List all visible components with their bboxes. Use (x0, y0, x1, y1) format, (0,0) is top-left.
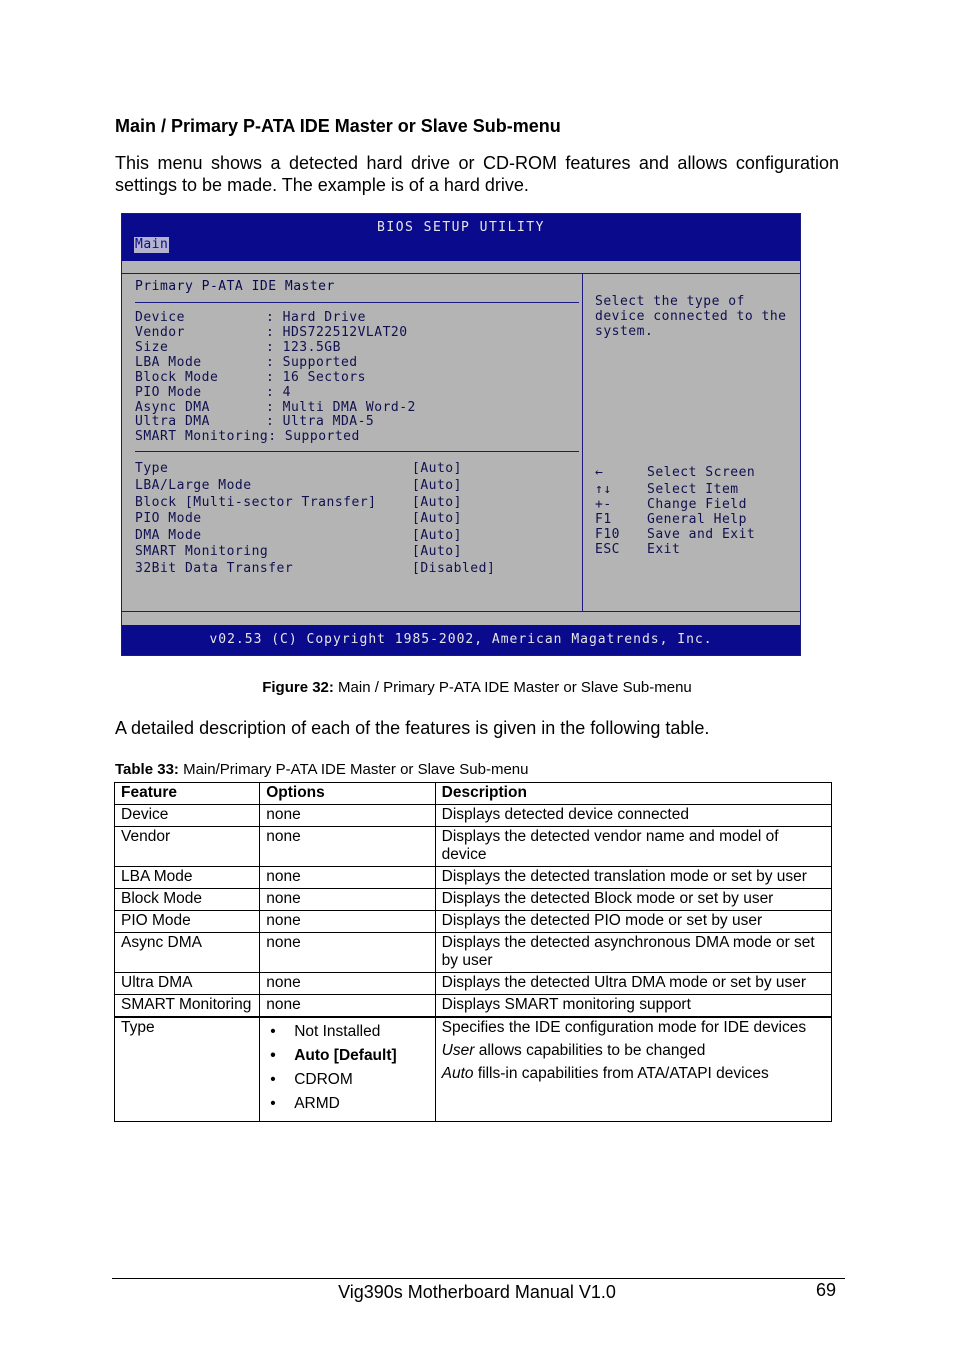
table-row (115, 805, 832, 827)
bios-info-row: Device : Hard Drive (135, 310, 366, 325)
bios-info-row: Async DMA : Multi DMA Word-2 (135, 400, 416, 415)
table-cell: Type (115, 1017, 260, 1122)
bios-key-row: ↑↓ Select Item (595, 482, 739, 497)
table-header-cell: Description (435, 783, 831, 805)
table-row (115, 973, 832, 995)
table-cell: Block Mode (115, 889, 260, 911)
table-header-cell: Feature (115, 783, 260, 805)
type-desc-line: Auto fills-in capabilities from ATA/ATAPI devices (441, 1065, 769, 1082)
table-row-type (115, 1017, 832, 1122)
bios-info-row: PIO Mode : 4 (135, 385, 291, 400)
bios-settings-panel (122, 273, 583, 611)
table-row (115, 827, 832, 867)
bios-option-block-mode[interactable]: Block [Multi-sector Transfer] [Auto] (135, 495, 462, 510)
type-options-list (266, 1023, 428, 1119)
table-cell: LBA Mode (115, 867, 260, 889)
footer-rule (112, 1278, 845, 1279)
type-desc-line: Specifies the IDE configuration mode for IDE devices (441, 1019, 807, 1036)
table-cell: Displays the detected PIO mode or set by user (435, 911, 831, 933)
table-cell: Async DMA (115, 933, 260, 973)
bios-copyright: v02.53 (C) Copyright 1985-2002, American Magatrends, Inc. (122, 625, 800, 655)
bios-info-row: LBA Mode : Supported (135, 355, 358, 370)
bios-info-row: SMART Monitoring: Supported (135, 429, 360, 444)
table-cell: none (260, 827, 435, 867)
table-row (115, 933, 832, 973)
bios-option-smart-monitoring[interactable]: SMART Monitoring [Auto] (135, 544, 462, 559)
table-cell (435, 1017, 831, 1122)
bios-info-row: Ultra DMA : Ultra MDA-5 (135, 414, 375, 429)
table-cell: Displays the detected translation mode or set by user (435, 867, 831, 889)
bios-key-row: ← Select Screen (595, 465, 756, 480)
list-item: • ARMD (266, 1095, 428, 1119)
bios-key-row: F1 General Help (595, 512, 747, 527)
footer-title: Vig390s Motherboard Manual V1.0 (338, 1282, 616, 1302)
table-header-cell: Options (260, 783, 435, 805)
bios-option-dma-mode[interactable]: DMA Mode [Auto] (135, 528, 462, 543)
page-number: 69 (816, 1280, 837, 1300)
table-row (115, 911, 832, 933)
table-intro-paragraph: A detailed description of each of the features is given in the following table. (115, 718, 710, 738)
list-item: • CDROM (266, 1071, 428, 1095)
feature-table (114, 782, 832, 1122)
intro-paragraph: This menu shows a detected hard drive or CD-ROM features and allows configuration settings to be made. The example is of a hard drive. (115, 153, 839, 195)
table-cell: Displays detected device connected (435, 805, 831, 827)
bios-key-row: ESC Exit (595, 542, 681, 557)
bios-key-row: +- Change Field (595, 497, 747, 512)
table-cell: Displays the detected asynchronous DMA mode or set by user (435, 933, 831, 973)
list-item: • Not Installed (266, 1023, 428, 1047)
table-cell: none (260, 973, 435, 995)
table-cell: Displays SMART monitoring support (435, 995, 831, 1018)
table-cell: none (260, 889, 435, 911)
bios-option-32bit-transfer[interactable]: 32Bit Data Transfer [Disabled] (135, 561, 496, 576)
bios-key-row: F10 Save and Exit (595, 527, 756, 542)
list-item: • Auto [Default] (266, 1047, 428, 1071)
table-caption: Table 33: Main/Primary P-ATA IDE Master or Slave Sub-menu (115, 761, 529, 778)
bios-divider (135, 302, 579, 303)
table-row (115, 889, 832, 911)
bios-info-row: Size : 123.5GB (135, 340, 341, 355)
table-cell: Vendor (115, 827, 260, 867)
bios-divider (122, 611, 800, 612)
table-cell (260, 1017, 435, 1122)
table-row (115, 867, 832, 889)
table-cell: none (260, 805, 435, 827)
table-cell: Displays the detected Ultra DMA mode or set by user (435, 973, 831, 995)
table-cell: Displays the detected vendor name and model of device (435, 827, 831, 867)
bios-option-type[interactable]: Type [Auto] (135, 461, 462, 476)
table-cell: none (260, 995, 435, 1018)
bios-tab-main: Main (135, 237, 169, 252)
table-header-row (115, 783, 832, 805)
table-cell: SMART Monitoring (115, 995, 260, 1018)
bios-info-row: Vendor : HDS722512VLAT20 (135, 325, 408, 340)
type-desc-line: User allows capabilities to be changed (441, 1042, 706, 1059)
bios-header (122, 214, 800, 261)
table-cell: Displays the detected Block mode or set by user (435, 889, 831, 911)
bios-info-row: Block Mode : 16 Sectors (135, 370, 366, 385)
table-row (115, 995, 832, 1018)
bios-help-panel (583, 273, 800, 611)
section-heading: Main / Primary P-ATA IDE Master or Slave Sub-menu (115, 116, 561, 136)
bios-option-pio-mode[interactable]: PIO Mode [Auto] (135, 511, 462, 526)
table-cell: none (260, 867, 435, 889)
bios-title: BIOS SETUP UTILITY (377, 220, 545, 235)
bios-subtitle: Primary P-ATA IDE Master (135, 279, 335, 294)
bios-divider (135, 451, 579, 452)
figure-caption: Figure 32: Main / Primary P-ATA IDE Master or Slave Sub-menu (262, 679, 692, 696)
table-cell: none (260, 911, 435, 933)
table-cell: PIO Mode (115, 911, 260, 933)
table-cell: Device (115, 805, 260, 827)
bios-screenshot (121, 213, 801, 656)
bios-option-lba-large-mode[interactable]: LBA/Large Mode [Auto] (135, 478, 462, 493)
table-cell: none (260, 933, 435, 973)
table-cell: Ultra DMA (115, 973, 260, 995)
bios-help-text: Select the type of device connected to the system. (595, 294, 787, 339)
